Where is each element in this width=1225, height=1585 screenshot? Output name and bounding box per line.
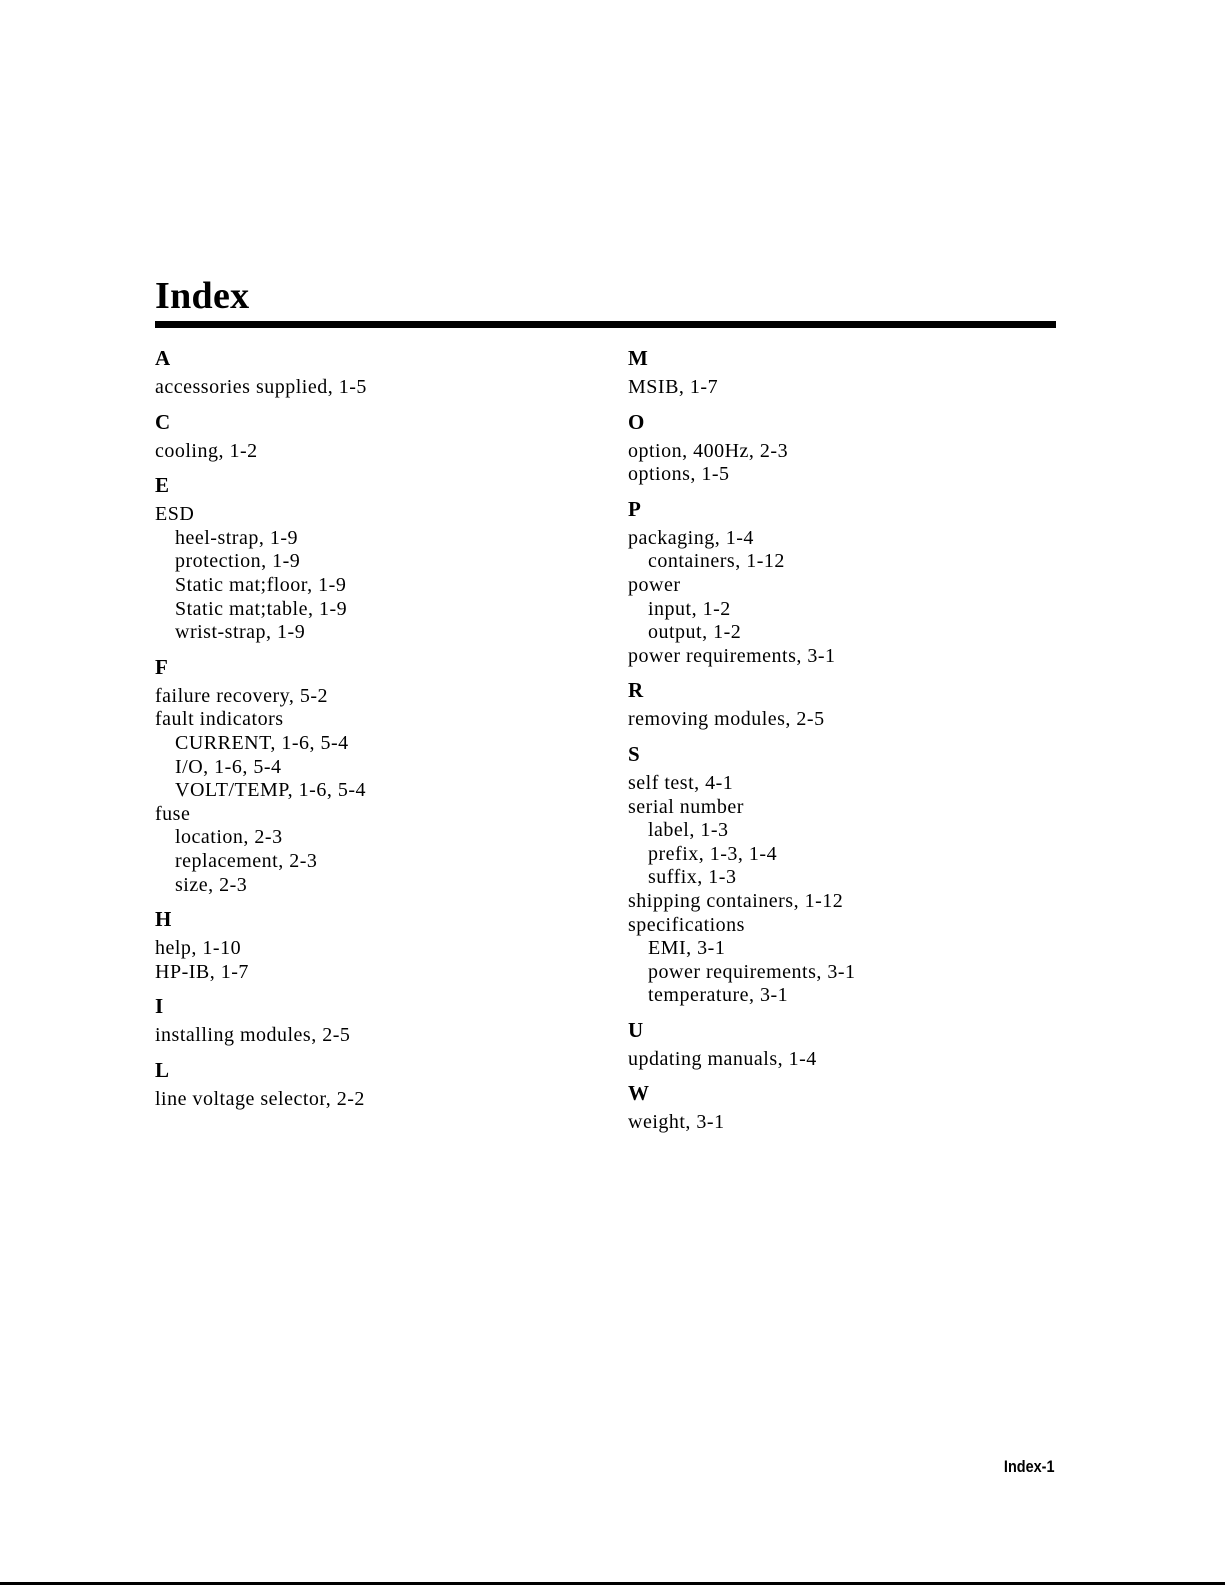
index-subentry: input, 1-2 <box>648 597 731 620</box>
index-entry: failure recovery, 5-2 <box>155 684 328 707</box>
index-entry: specifications <box>628 913 745 936</box>
index-entry: serial number <box>628 795 744 818</box>
index-group-letter: S <box>628 741 640 766</box>
page-footer-label: Index-1 <box>1004 1457 1055 1476</box>
index-entry: installing modules, 2-5 <box>155 1024 351 1047</box>
index-subentry: size, 2-3 <box>175 873 248 896</box>
index-column-right <box>628 346 1068 1145</box>
index-entry: help, 1-10 <box>155 937 242 960</box>
index-group-letter: H <box>155 907 172 932</box>
index-subentry: Static mat;table, 1-9 <box>175 597 348 620</box>
index-entry: updating manuals, 1-4 <box>628 1047 817 1070</box>
index-entry: shipping containers, 1-12 <box>628 889 844 912</box>
index-subentry: replacement, 2-3 <box>175 849 318 872</box>
index-subentry: wrist-strap, 1-9 <box>175 621 306 644</box>
index-group-letter: I <box>155 994 164 1019</box>
index-subentry: suffix, 1-3 <box>648 866 737 889</box>
title-rule <box>155 321 1056 328</box>
index-subentry: EMI, 3-1 <box>648 937 726 960</box>
index-group-r <box>628 678 1068 732</box>
index-group-s <box>628 742 1068 1008</box>
index-group-letter: M <box>628 346 648 370</box>
index-group-a <box>155 346 595 400</box>
index-entry: option, 400Hz, 2-3 <box>628 439 789 462</box>
index-group-m <box>628 346 1068 400</box>
index-group-w <box>628 1081 1068 1135</box>
index-entry: accessories supplied, 1-5 <box>155 376 367 398</box>
index-group-letter: U <box>628 1017 644 1042</box>
index-group-h <box>155 907 595 984</box>
index-group-l <box>155 1058 595 1112</box>
index-subentry: label, 1-3 <box>648 819 729 842</box>
index-group-e <box>155 473 595 645</box>
index-column-left <box>155 346 595 1121</box>
index-entry: power <box>628 573 681 596</box>
index-group-o <box>628 410 1068 487</box>
index-subentry: location, 2-3 <box>175 826 283 849</box>
index-entry: MSIB, 1-7 <box>628 376 719 398</box>
index-entry: self test, 4-1 <box>628 771 734 794</box>
index-group-letter: O <box>628 409 645 434</box>
index-group-letter: F <box>155 654 168 679</box>
index-entry: fault indicators <box>155 708 284 731</box>
index-group-letter: L <box>155 1057 170 1082</box>
index-subentry: Static mat;floor, 1-9 <box>175 573 347 596</box>
index-subentry: power requirements, 3-1 <box>648 960 856 983</box>
index-subentry: I/O, 1-6, 5-4 <box>175 755 282 778</box>
index-group-c <box>155 410 595 464</box>
index-subentry: heel-strap, 1-9 <box>175 526 299 549</box>
index-entry: options, 1-5 <box>628 463 730 486</box>
index-group-i <box>155 994 595 1048</box>
index-subentry: output, 1-2 <box>648 621 742 644</box>
index-group-letter: P <box>628 496 641 521</box>
index-group-letter: W <box>628 1081 649 1106</box>
index-subentry: VOLT/TEMP, 1-6, 5-4 <box>175 779 366 802</box>
index-entry: ESD <box>155 503 195 526</box>
index-entry: power requirements, 3-1 <box>628 644 836 667</box>
index-entry: line voltage selector, 2-2 <box>155 1087 365 1110</box>
index-entry: weight, 3-1 <box>628 1111 725 1134</box>
index-group-letter: C <box>155 409 171 434</box>
index-subentry: prefix, 1-3, 1-4 <box>648 842 778 865</box>
index-entry: HP-IB, 1-7 <box>155 960 249 983</box>
index-group-letter: R <box>628 678 644 703</box>
index-subentry: temperature, 3-1 <box>648 984 789 1007</box>
index-subentry: protection, 1-9 <box>175 550 301 573</box>
index-entry: removing modules, 2-5 <box>628 708 825 731</box>
index-group-f <box>155 655 595 897</box>
index-group-letter: E <box>155 473 170 498</box>
index-entry: fuse <box>155 802 191 825</box>
index-subentry: CURRENT, 1-6, 5-4 <box>175 731 349 754</box>
index-group-p <box>628 497 1068 669</box>
index-subentry: containers, 1-12 <box>648 550 785 573</box>
index-entry: packaging, 1-4 <box>628 526 754 549</box>
index-group-u <box>628 1018 1068 1072</box>
index-entry: cooling, 1-2 <box>155 439 258 462</box>
page-title: Index <box>155 275 250 317</box>
index-group-letter: A <box>155 346 171 370</box>
